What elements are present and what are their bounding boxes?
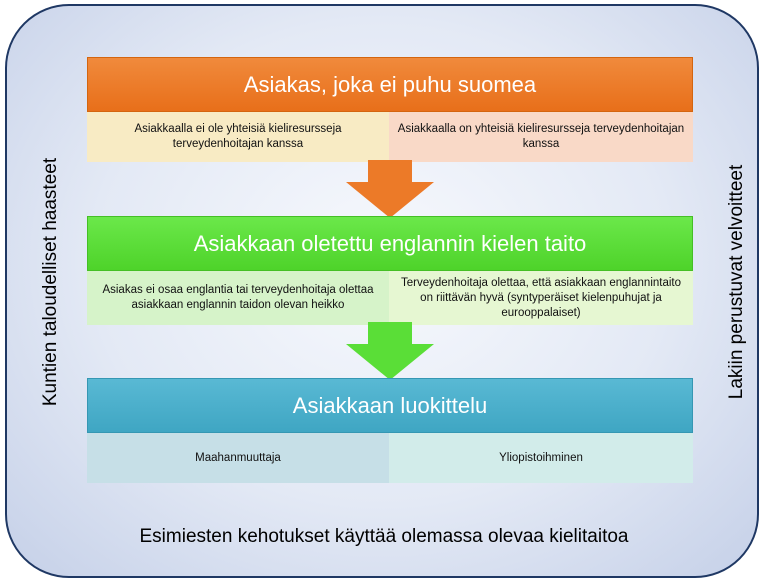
block-classification-title: Asiakkaan luokittelu <box>87 378 693 433</box>
left-side-label: Kuntien taloudelliset haasteet <box>40 157 61 407</box>
block-client-title: Asiakas, joka ei puhu suomea <box>87 57 693 112</box>
block-client-left: Asiakkaalla ei ole yhteisiä kieliresursseja terveydenhoitajan kanssa <box>87 112 389 162</box>
footer-text: Esimiesten kehotukset käyttää olemassa olevaa kielitaitoa <box>139 526 629 547</box>
block-classification <box>87 378 693 483</box>
block-classification-right: Yliopistoihminen <box>389 433 693 483</box>
block-english-title: Asiakkaan oletettu englannin kielen taito <box>87 216 693 271</box>
block-english-right: Terveydenhoitaja olettaa, että asiakkaan englannintaito on riittävän hyvä (syntyperäiset kielenpuhujat ja eurooppalaiset) <box>389 271 693 325</box>
block-english-left: Asiakas ei osaa englantia tai terveydenhoitaja olettaa asiakkaan englannin taidon olevan heikko <box>87 271 389 325</box>
block-client <box>87 57 693 162</box>
down-arrow-orange-icon <box>340 160 440 220</box>
block-client-right: Asiakkaalla on yhteisiä kieliresursseja terveydenhoitajan kanssa <box>389 112 693 162</box>
block-english <box>87 216 693 325</box>
right-side-label: Lakiin perustuvat velvoitteet <box>726 164 747 400</box>
block-classification-left: Maahanmuuttaja <box>87 433 389 483</box>
down-arrow-green-icon <box>340 322 440 382</box>
